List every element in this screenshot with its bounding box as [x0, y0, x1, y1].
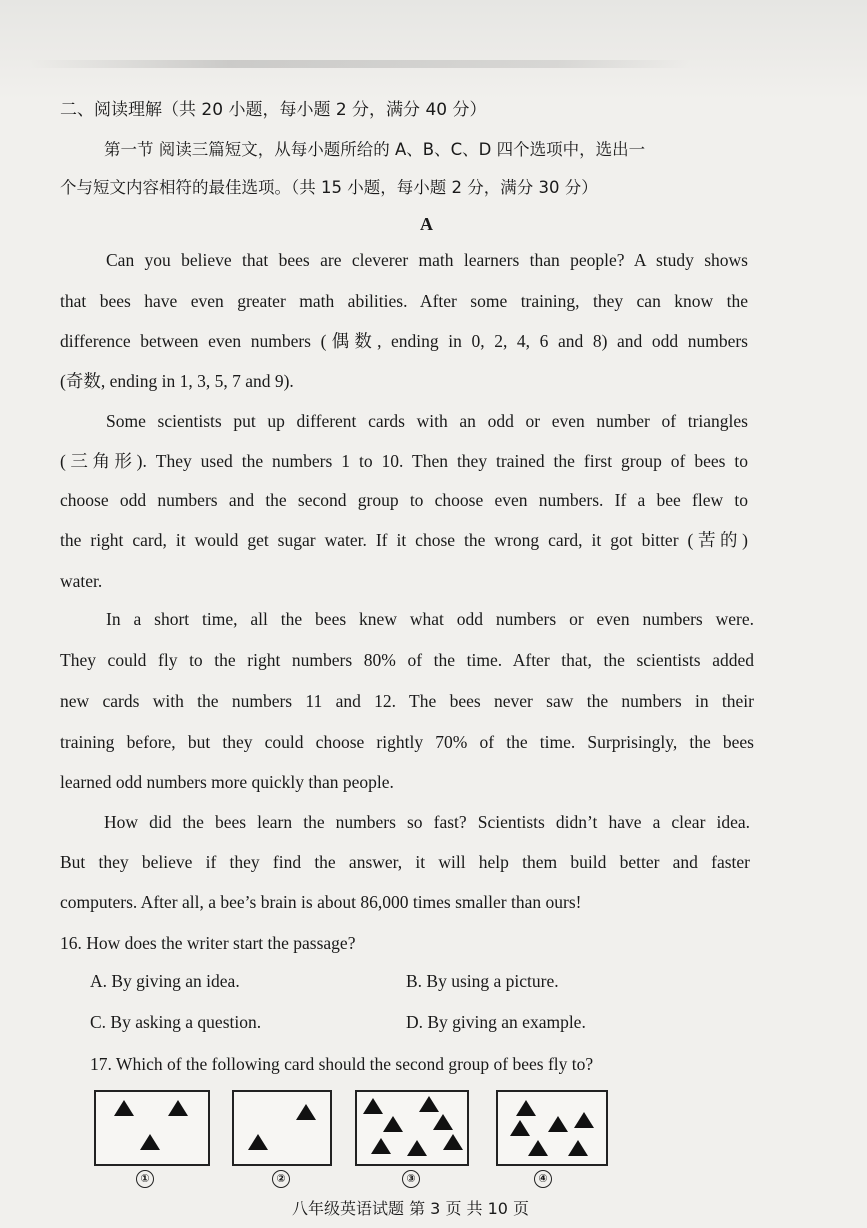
passage-line: water.	[60, 571, 103, 591]
card-label-1: ①	[136, 1170, 154, 1188]
card-label-2: ②	[272, 1170, 290, 1188]
question-16-stem: 16. How does the writer start the passage?	[60, 933, 356, 953]
passage-line: computers. After all, a bee’s brain is about 86,000 times smaller than ours!	[60, 892, 582, 912]
triangle-icon	[568, 1140, 588, 1156]
triangle-icon	[168, 1100, 188, 1116]
question-16-option-b: B. By using a picture.	[406, 971, 559, 991]
triangle-icon	[419, 1096, 439, 1112]
passage-label: A	[420, 214, 433, 234]
triangle-icon	[363, 1098, 383, 1114]
passage-line: (奇数, ending in 1, 3, 5, 7 and 9).	[60, 371, 294, 391]
triangle-card-1	[94, 1090, 210, 1166]
passage-line: They could fly to the right numbers 80% of the time. After that, the scientists added	[60, 650, 754, 670]
triangle-icon	[383, 1116, 403, 1132]
passage-line: learned odd numbers more quickly than people.	[60, 772, 394, 792]
triangle-card-4	[496, 1090, 608, 1166]
card-label-3: ③	[402, 1170, 420, 1188]
triangle-icon	[510, 1120, 530, 1136]
passage-line: But they believe if they find the answer, it will help them build better and faster	[60, 852, 750, 872]
passage-line: Some scientists put up different cards with an odd or even number of triangles	[106, 411, 748, 431]
triangle-card-3	[355, 1090, 469, 1166]
triangle-icon	[296, 1104, 316, 1120]
section-heading: 二、阅读理解（共 20 小题，每小题 2 分，满分 40 分）	[60, 100, 487, 120]
question-17-stem: 17. Which of the following card should the second group of bees fly to?	[90, 1054, 594, 1074]
triangle-icon	[574, 1112, 594, 1128]
triangle-icon	[407, 1140, 427, 1156]
instructions-line-2: 个与短文内容相符的最佳选项。（共 15 小题，每小题 2 分，满分 30 分）	[60, 178, 598, 197]
passage-line: (三角形). They used the numbers 1 to 10. Then they trained the first group of bees to	[60, 451, 748, 471]
triangle-icon	[443, 1134, 463, 1150]
card-label-4: ④	[534, 1170, 552, 1188]
triangle-icon	[248, 1134, 268, 1150]
passage-line: In a short time, all the bees knew what odd numbers or even numbers were.	[106, 609, 754, 629]
question-16-option-a: A. By giving an idea.	[90, 971, 240, 991]
passage-line: that bees have even greater math abilities. After some training, they can know the	[60, 291, 748, 311]
passage-line: difference between even numbers (偶数, ending in 0, 2, 4, 6 and 8) and odd numbers	[60, 331, 748, 351]
triangle-icon	[433, 1114, 453, 1130]
triangle-icon	[371, 1138, 391, 1154]
passage-line: Can you believe that bees are cleverer math learners than people? A study shows	[106, 250, 748, 270]
question-16-option-d: D. By giving an example.	[406, 1012, 586, 1032]
passage-line: choose odd numbers and the second group to choose even numbers. If a bee flew to	[60, 490, 748, 510]
passage-line: new cards with the numbers 11 and 12. The bees never saw the numbers in their	[60, 691, 754, 711]
scan-artifact	[30, 60, 690, 68]
triangle-icon	[528, 1140, 548, 1156]
passage-line: the right card, it would get sugar water. If it chose the wrong card, it got bitter (苦的)	[60, 530, 748, 550]
passage-line: How did the bees learn the numbers so fast? Scientists didn’t have a clear idea.	[104, 812, 750, 832]
triangle-icon	[516, 1100, 536, 1116]
triangle-icon	[114, 1100, 134, 1116]
passage-line: training before, but they could choose rightly 70% of the time. Surprisingly, the bees	[60, 732, 754, 752]
question-16-option-c: C. By asking a question.	[90, 1012, 262, 1032]
triangle-icon	[548, 1116, 568, 1132]
instructions-line-1: 第一节 阅读三篇短文，从每小题所给的 A、B、C、D 四个选项中，选出一	[104, 140, 646, 159]
page-footer: 八年级英语试题 第 3 页 共 10 页	[292, 1199, 530, 1218]
triangle-icon	[140, 1134, 160, 1150]
scan-margin	[0, 0, 867, 100]
triangle-card-2	[232, 1090, 332, 1166]
